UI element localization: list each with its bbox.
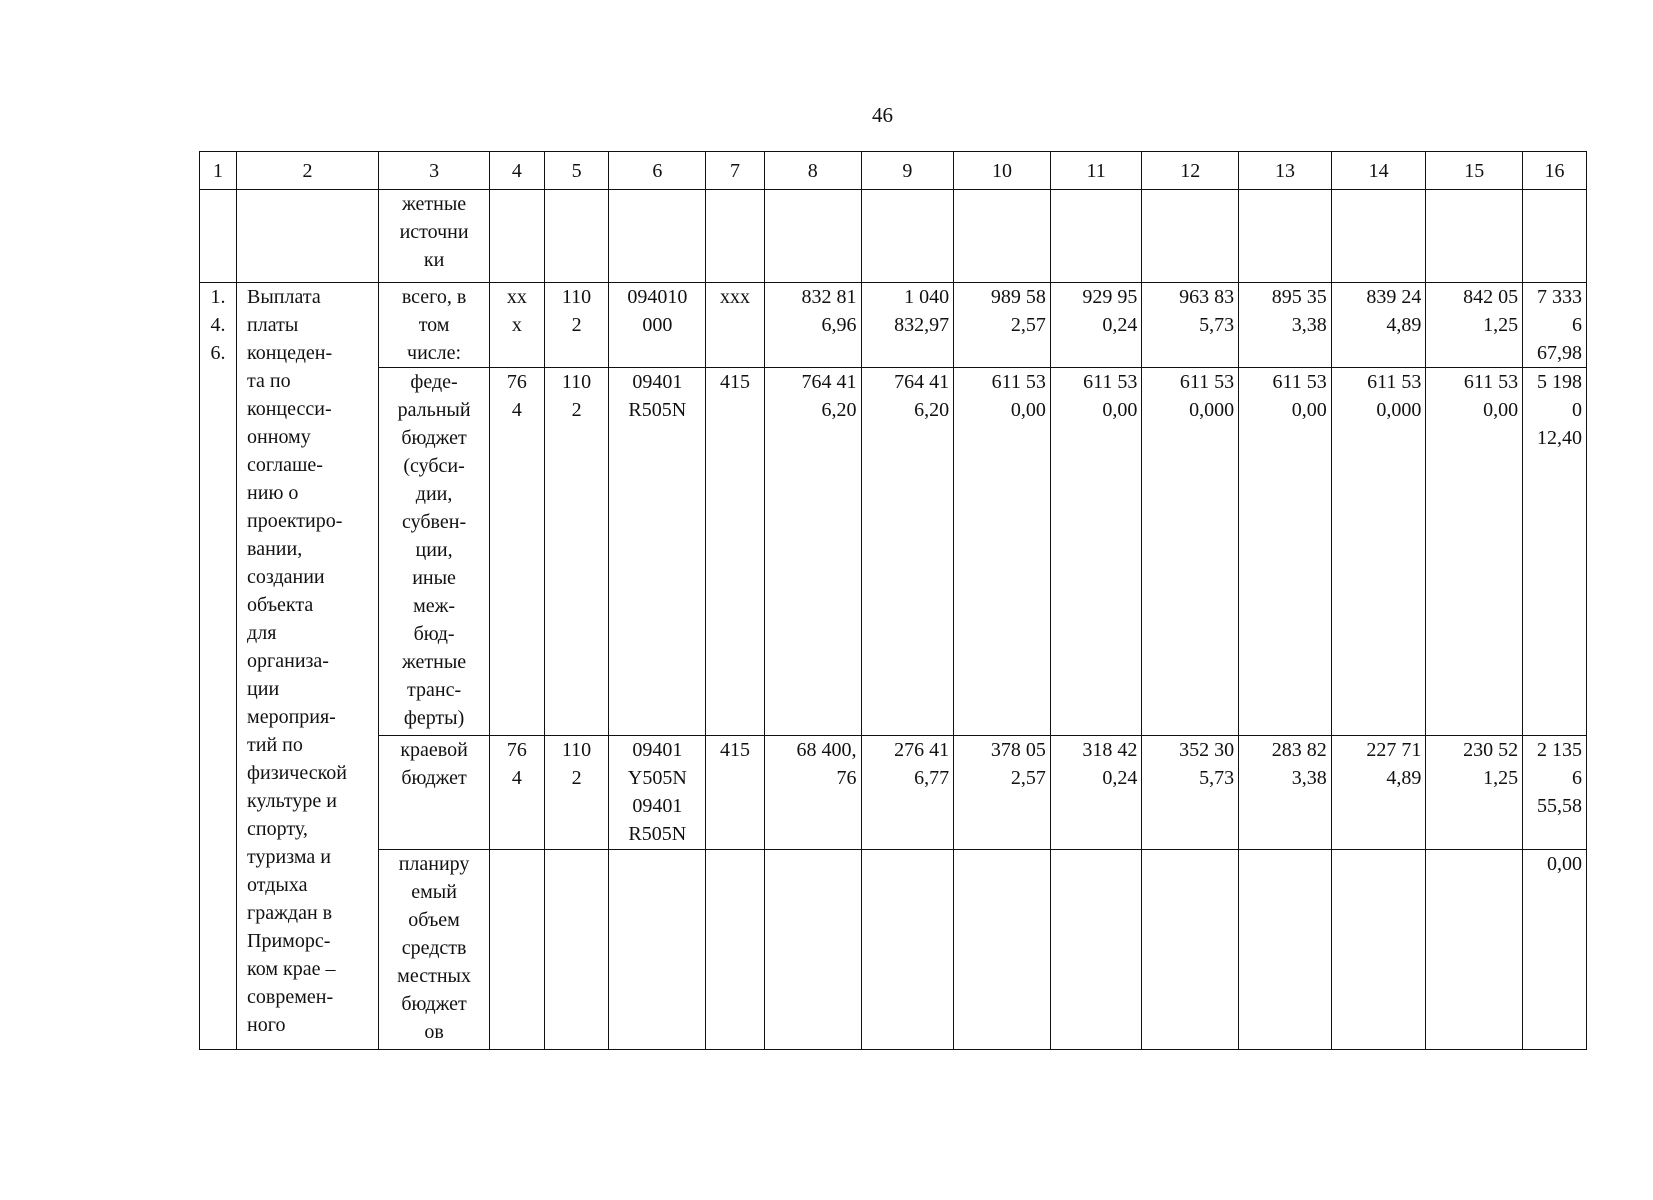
column-header: 7: [706, 152, 765, 190]
cell-value: 989 58 2,57: [954, 283, 1051, 368]
cell-value: [1050, 850, 1142, 1050]
cell-value: 929 95 0,24: [1050, 283, 1142, 368]
cell-code: 110 2: [544, 736, 609, 850]
column-number-row: [200, 152, 1587, 190]
column-header: 6: [609, 152, 706, 190]
budget-table: [199, 151, 1587, 1050]
cell-value: 1 040 832,97: [861, 283, 954, 368]
table-row-total: [200, 283, 1587, 368]
cell-code: [706, 850, 765, 1050]
cell-value: 611 53 0,00: [1050, 368, 1142, 736]
cell-code: 415: [706, 368, 765, 736]
cell-value: 895 35 3,38: [1239, 283, 1332, 368]
cell-value: 764 41 6,20: [861, 368, 954, 736]
cell-value: 764 41 6,20: [764, 368, 861, 736]
source-cell: всего, в том числе:: [379, 283, 490, 368]
cell-code: 094010 000: [609, 283, 706, 368]
cell-value: 230 52 1,25: [1426, 736, 1523, 850]
cell-value: 352 30 5,73: [1142, 736, 1239, 850]
continued-row: [200, 190, 1587, 283]
cell-code: 110 2: [544, 283, 609, 368]
column-header: 3: [379, 152, 490, 190]
table-row-local: [200, 850, 1587, 1050]
column-header: 12: [1142, 152, 1239, 190]
column-header: 16: [1523, 152, 1587, 190]
cell-code: [490, 850, 545, 1050]
cell-value: 611 53 0,000: [1142, 368, 1239, 736]
cell-value: 0,00: [1523, 850, 1587, 1050]
cell-code: 76 4: [490, 368, 545, 736]
cell-value: 611 53 0,00: [1426, 368, 1523, 736]
source-cell: феде- ральный бюджет (субси- дии, субвен- ции, иные меж- бюд- жетные транс- ферты): [379, 368, 490, 736]
column-header: 9: [861, 152, 954, 190]
cell-code: 415: [706, 736, 765, 850]
cell-value: 68 400, 76: [764, 736, 861, 850]
cell-value: [861, 850, 954, 1050]
cell-value: 378 05 2,57: [954, 736, 1051, 850]
column-header: 10: [954, 152, 1051, 190]
column-header: 15: [1426, 152, 1523, 190]
cell-value: 963 83 5,73: [1142, 283, 1239, 368]
cell-value: 2 135 6 55,58: [1523, 736, 1587, 850]
cell-code: 09401 Y505N 09401 R505N: [609, 736, 706, 850]
column-header: 11: [1050, 152, 1142, 190]
column-header: 1: [200, 152, 237, 190]
cell-value: [1331, 850, 1426, 1050]
cell-value: 5 198 0 12,40: [1523, 368, 1587, 736]
item-name: Выплата платы концеден- та по концесси- онному соглаше- нию о проектиро- вании, создании объекта для организа- ции мероприя- тий по физической культуре и спорту, туризма и отдыха граждан в Приморс- ком крае – современ- ного: [237, 283, 379, 1050]
cell-value: 283 82 3,38: [1239, 736, 1332, 850]
cell-code: ххх: [706, 283, 765, 368]
cell-value: 318 42 0,24: [1050, 736, 1142, 850]
cell-value: [1239, 850, 1332, 1050]
source-cell: краевой бюджет: [379, 736, 490, 850]
cell-value: [1142, 850, 1239, 1050]
source-cell: планиру емый объем средств местных бюджет ов: [379, 850, 490, 1050]
cell-code: 76 4: [490, 736, 545, 850]
column-header: 2: [237, 152, 379, 190]
cell-code: [609, 850, 706, 1050]
cell-value: 611 53 0,000: [1331, 368, 1426, 736]
cell-code: [544, 850, 609, 1050]
cell-code: хх х: [490, 283, 545, 368]
cell-value: [954, 850, 1051, 1050]
cell-value: [1426, 850, 1523, 1050]
cell-value: 276 41 6,77: [861, 736, 954, 850]
cell-value: 611 53 0,00: [1239, 368, 1332, 736]
column-header: 14: [1331, 152, 1426, 190]
column-header: 13: [1239, 152, 1332, 190]
cell-value: 839 24 4,89: [1331, 283, 1426, 368]
column-header: 8: [764, 152, 861, 190]
column-header: 4: [490, 152, 545, 190]
column-header: 5: [544, 152, 609, 190]
cell-value: 227 71 4,89: [1331, 736, 1426, 850]
cell-value: 611 53 0,00: [954, 368, 1051, 736]
cell-code: 09401 R505N: [609, 368, 706, 736]
table-row-regional: [200, 736, 1587, 850]
table-row-federal: [200, 368, 1587, 736]
cell-value: [764, 850, 861, 1050]
cell-value: 7 333 6 67,98: [1523, 283, 1587, 368]
cell-code: 110 2: [544, 368, 609, 736]
page-number: 46: [872, 103, 893, 127]
source-cell: жетные источни ки: [379, 190, 490, 283]
cell-value: 842 05 1,25: [1426, 283, 1523, 368]
item-number: 1. 4. 6.: [200, 283, 237, 1050]
cell-value: 832 81 6,96: [764, 283, 861, 368]
